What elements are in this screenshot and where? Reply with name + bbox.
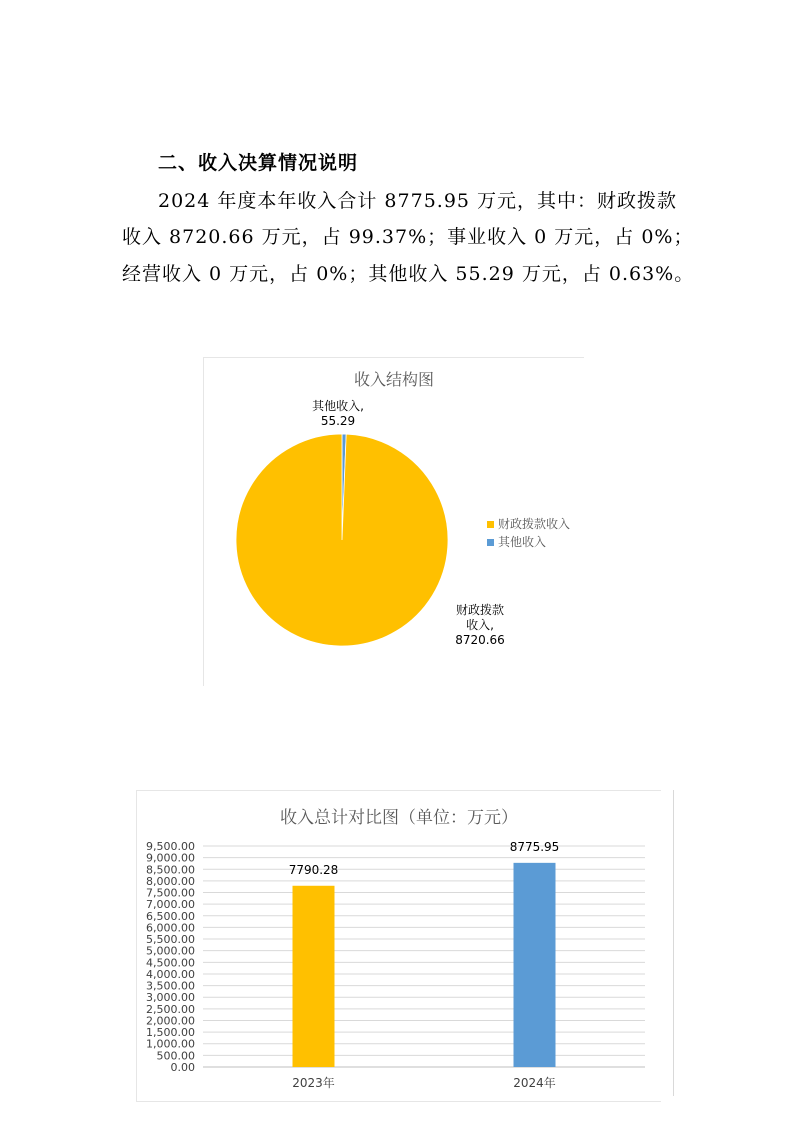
legend-swatch	[487, 521, 494, 528]
y-tick-label: 7,000.00	[146, 898, 195, 912]
y-tick-label: 3,500.00	[146, 979, 195, 993]
pie-label-other: 55.29	[320, 414, 356, 428]
bar-chart-svg	[137, 791, 661, 1101]
legend-entry: 财政拨款收入	[498, 517, 571, 531]
bar-chart	[136, 790, 661, 1102]
y-tick-label: 2,500.00	[146, 1002, 195, 1016]
pie-label-finance: 收入,	[466, 618, 494, 632]
paragraph-line-3: 经营收入 0 万元，占 0%；其他收入 55.29 万元，占 0.63%。	[122, 263, 695, 285]
bar-chart-title: 收入总计对比图（单位：万元）	[280, 808, 518, 828]
paragraph-line-2: 收入 8720.66 万元，占 99.37%；事业收入 0 万元，占 0%；	[122, 226, 694, 248]
section-heading: 二、收入决算情况说明	[158, 152, 359, 174]
y-tick-label: 7,500.00	[146, 886, 195, 900]
legend-entry: 其他收入	[498, 535, 547, 549]
bar-data-label: 7790.28	[288, 862, 339, 877]
pie-label-finance: 8720.66	[455, 633, 505, 647]
y-tick-label: 0.00	[170, 1061, 195, 1074]
paragraph-line-1: 2024 年度本年收入合计 8775.95 万元，其中：财政拨款	[158, 190, 678, 212]
y-tick-label: 9,500.00	[146, 840, 195, 853]
y-tick-label: 6,000.00	[146, 921, 195, 935]
y-tick-label: 5,500.00	[146, 933, 195, 947]
pie-chart-svg	[204, 358, 584, 686]
y-tick-label: 4,500.00	[146, 956, 195, 970]
pie-slice-finance	[236, 434, 448, 646]
pie-label-finance: 财政拨款	[455, 603, 505, 617]
y-tick-label: 5,000.00	[146, 944, 195, 958]
y-tick-label: 4,000.00	[146, 967, 195, 981]
pie-label-other: 其他收入,	[312, 399, 364, 413]
bar-data-label: 8775.95	[509, 839, 560, 854]
y-tick-label: 6,500.00	[146, 909, 195, 923]
y-tick-label: 1,000.00	[146, 1037, 195, 1051]
x-category-label: 2023年	[292, 1076, 335, 1090]
y-tick-label: 3,000.00	[146, 991, 195, 1005]
chart-border-line	[673, 790, 674, 1096]
pie-chart	[203, 357, 584, 686]
bar-2023年	[293, 886, 335, 1067]
x-category-label: 2024年	[513, 1076, 556, 1090]
y-tick-label: 8,000.00	[146, 874, 195, 888]
y-tick-label: 2,000.00	[146, 1014, 195, 1028]
legend-swatch	[487, 539, 494, 546]
y-tick-label: 1,500.00	[146, 1026, 195, 1040]
bar-2024年	[514, 863, 556, 1067]
pie-chart-title: 收入结构图	[353, 370, 435, 389]
y-tick-label: 500.00	[156, 1049, 195, 1063]
y-tick-label: 9,000.00	[146, 851, 195, 865]
y-tick-label: 8,500.00	[146, 863, 195, 877]
